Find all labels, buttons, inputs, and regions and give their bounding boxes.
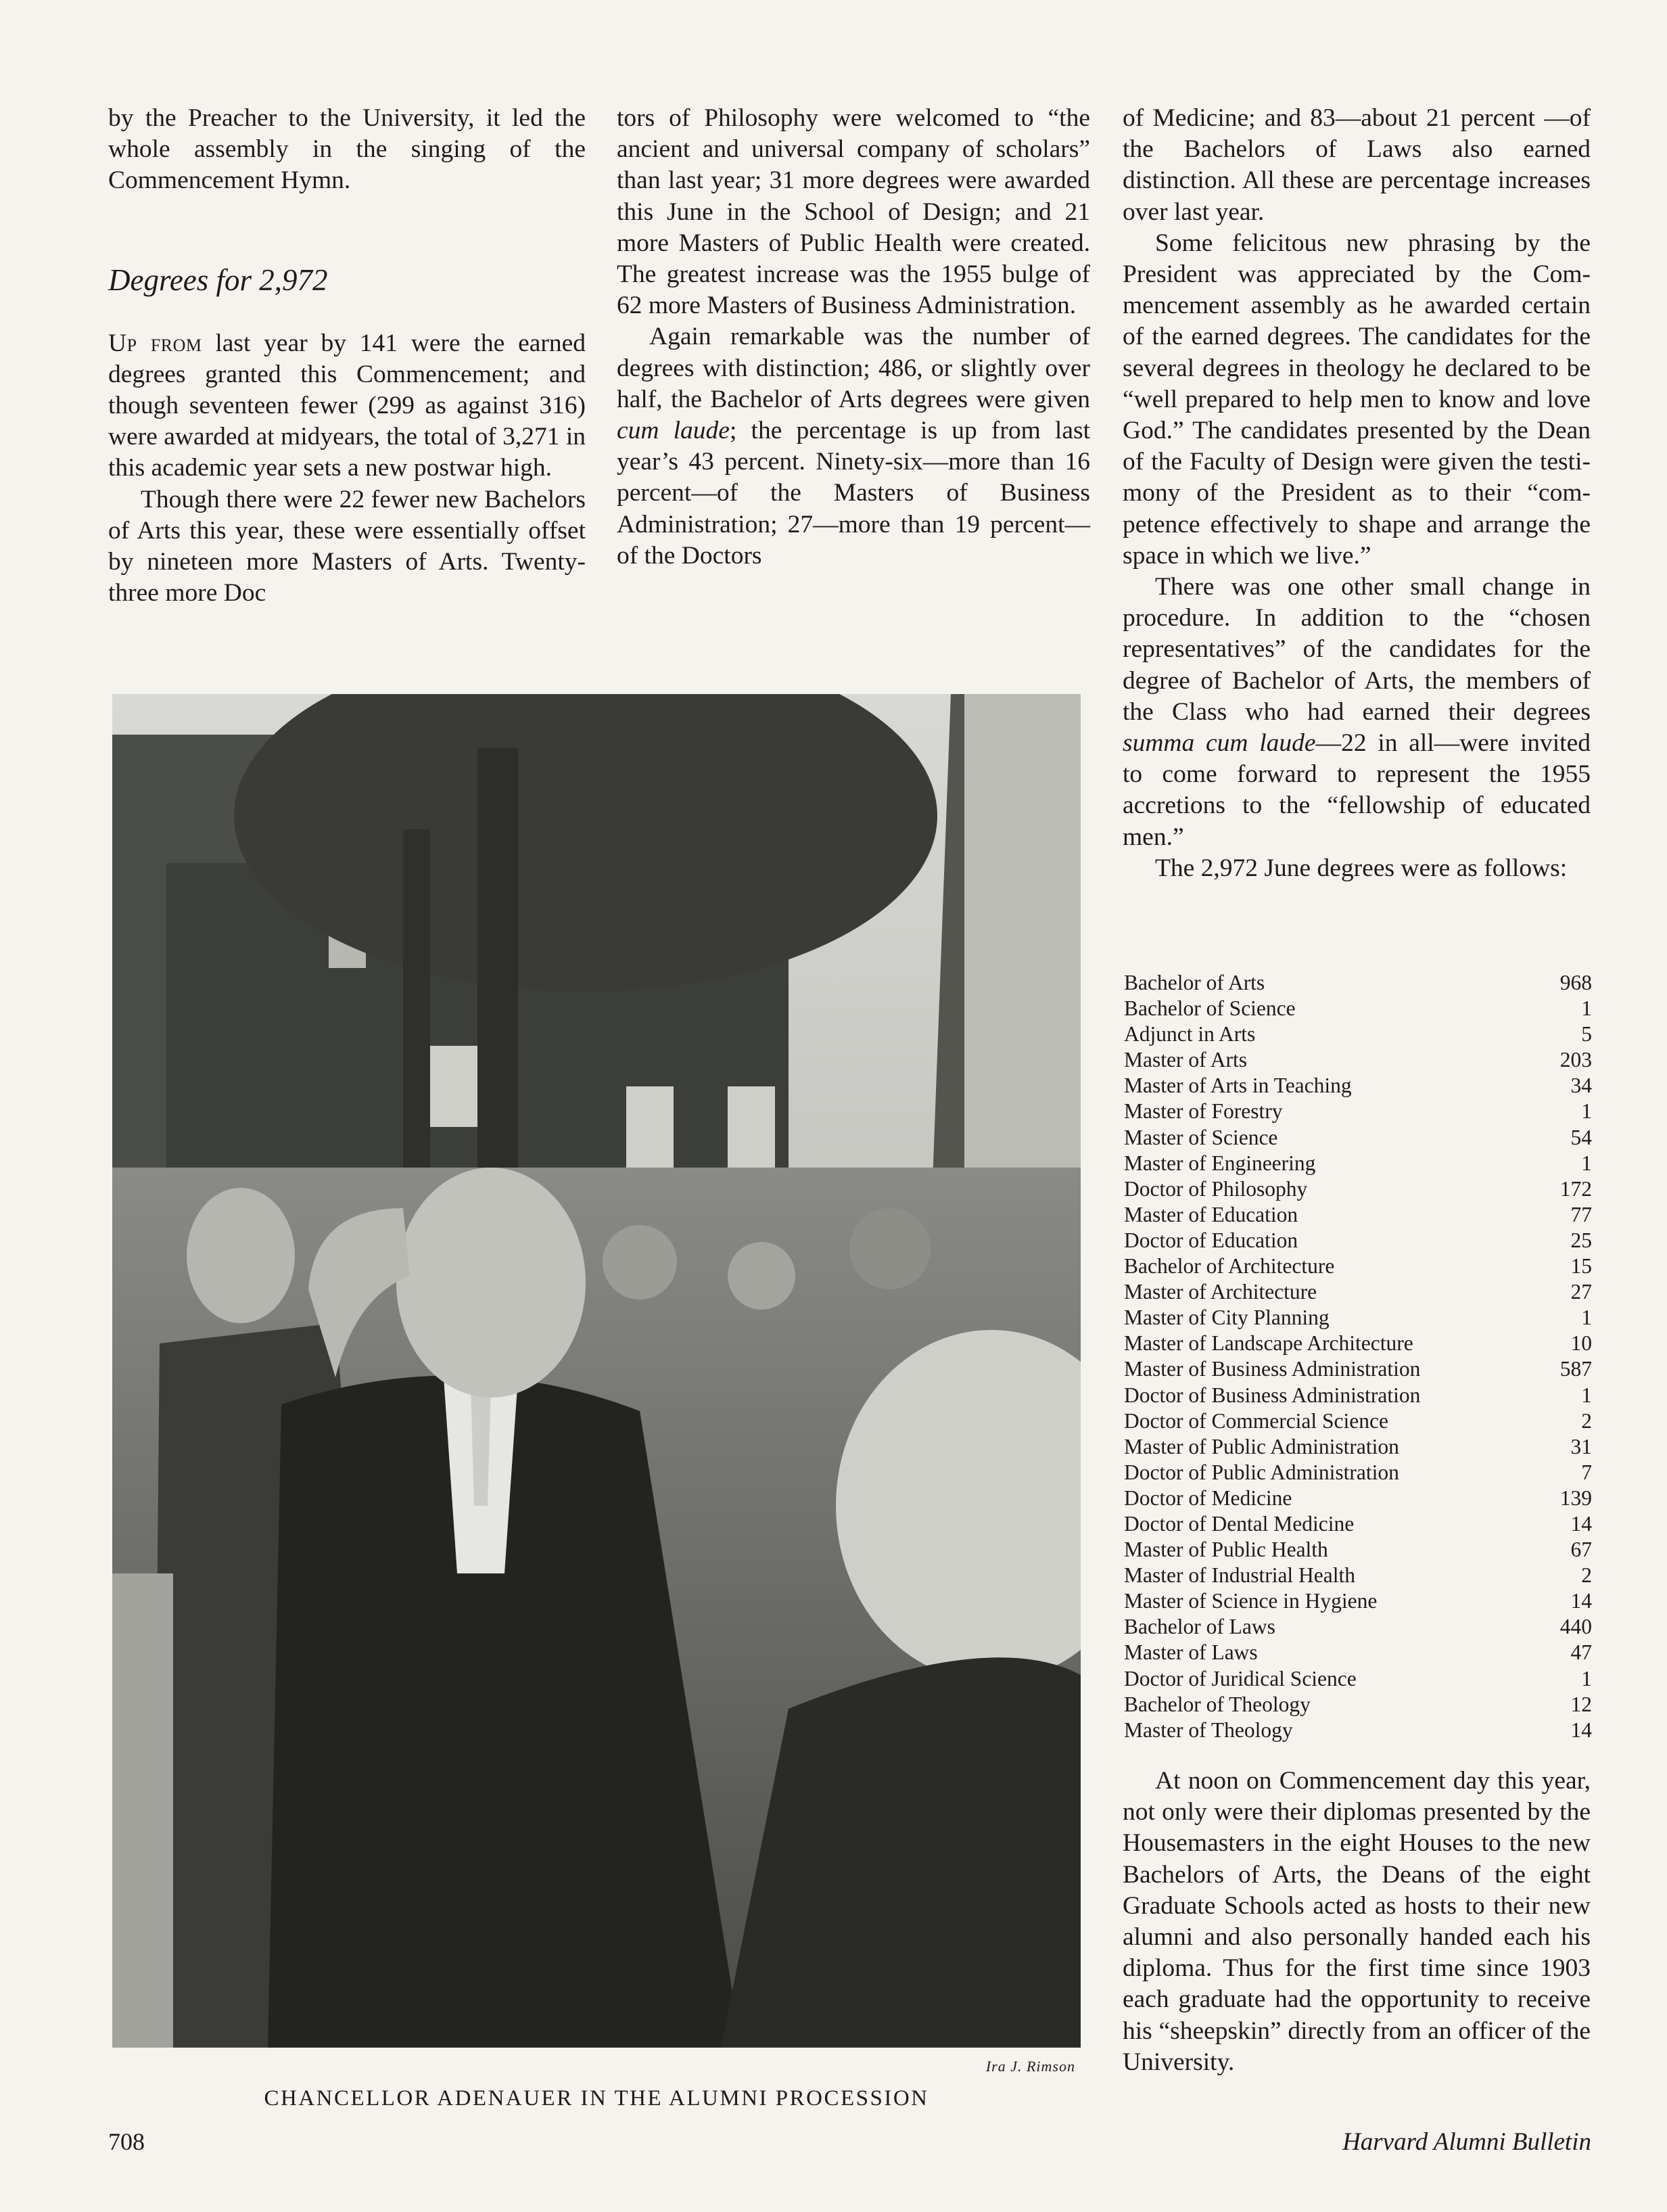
degree-count: 1 [1581, 996, 1592, 1021]
column-3 [1123, 103, 1591, 884]
degree-count: 1 [1581, 1151, 1592, 1175]
degree-name: Master of Arts [1124, 1048, 1247, 1072]
degree-count: 7 [1581, 1460, 1592, 1484]
degree-row [1124, 1021, 1592, 1047]
publication-name: Harvard Alumni Bulletin [1342, 2128, 1591, 2156]
degree-count: 25 [1570, 1228, 1592, 1252]
photo-credit: Ira J. Rimson [985, 2058, 1075, 2075]
degree-count: 54 [1570, 1125, 1592, 1149]
paragraph-text: —22 in all—were invited to come forward to represent the 1955 accretions to the “fellowship of educated men.” [1123, 729, 1591, 851]
degree-row [1124, 1563, 1592, 1588]
small-caps-lead: Up from [108, 329, 202, 357]
paragraph [617, 321, 1090, 572]
degree-row [1124, 1125, 1592, 1151]
degree-row [1124, 1537, 1592, 1563]
degree-row [1124, 1485, 1592, 1511]
degree-count: 139 [1559, 1485, 1592, 1510]
paragraph: by the Preacher to the University, it led the whole assembly in the singing of the Commencement Hymn. [108, 104, 586, 195]
degree-row [1124, 1588, 1592, 1614]
emphasis: summa cum laude [1123, 729, 1316, 758]
paragraph: Though there were 22 fewer new Bachelors of Arts this year, these were essentially offset by nineteen more Masters of Arts. Twenty-three more Doc [108, 485, 586, 607]
column-1 [108, 103, 586, 609]
degree-name: Doctor of Medicine [1124, 1485, 1292, 1510]
degree-name: Doctor of Education [1124, 1228, 1298, 1252]
degree-row [1124, 1356, 1592, 1382]
degree-row [1124, 1151, 1592, 1176]
paragraph [108, 328, 586, 484]
degree-row [1124, 1383, 1592, 1408]
degree-name: Doctor of Philosophy [1124, 1176, 1308, 1201]
degree-name: Master of Public Administration [1124, 1434, 1399, 1458]
degree-name: Master of Public Health [1124, 1538, 1328, 1562]
degree-count: 968 [1559, 971, 1592, 994]
photograph-illustration [112, 694, 1081, 2048]
degree-table [1124, 970, 1592, 1743]
degree-name: Master of Industrial Health [1124, 1563, 1356, 1588]
paragraph [1123, 572, 1591, 853]
degree-count: 1 [1581, 1099, 1592, 1124]
degree-name: Master of Architecture [1124, 1280, 1317, 1304]
degree-count: 47 [1570, 1640, 1592, 1665]
degree-name: Doctor of Public Administration [1124, 1460, 1399, 1484]
degree-count: 14 [1570, 1589, 1592, 1613]
degree-count: 12 [1570, 1692, 1592, 1716]
degree-name: Master of Theology [1124, 1718, 1293, 1742]
degree-row [1124, 1614, 1592, 1640]
section-heading: Degrees for 2,972 [108, 262, 328, 297]
degree-name: Master of Science [1124, 1125, 1278, 1149]
degree-name: Doctor of Business Administration [1124, 1383, 1421, 1407]
degree-name: Bachelor of Architecture [1124, 1254, 1335, 1278]
degree-row [1124, 1176, 1592, 1202]
degree-row [1124, 1305, 1592, 1331]
paragraph: of Medicine; and 83—about 21 percent —of the Bachelors of Laws also earned distinction. All these are percentage increases over last year. [1123, 104, 1591, 226]
degree-count: 1 [1581, 1666, 1592, 1690]
degree-name: Master of Landscape Architecture [1124, 1331, 1413, 1356]
degree-row [1124, 1202, 1592, 1228]
degree-name: Adjunct in Arts [1124, 1022, 1256, 1046]
degree-row [1124, 1253, 1592, 1279]
paragraph: The 2,972 June degrees were as follows: [1155, 854, 1568, 882]
paragraph: tors of Philosophy were welcomed to “the ancient and universal company of scholars” than last year; 31 more degrees were awarded this June in the School of Design; and 21 more Masters of Public Health were created. The greatest increase was the 1955 bulge of 62 more Masters of Business Administration. [617, 104, 1090, 320]
degree-row [1124, 1718, 1592, 1743]
degree-count: 440 [1559, 1615, 1592, 1639]
degree-count: 77 [1570, 1202, 1592, 1226]
degree-count: 1 [1581, 1306, 1592, 1330]
degree-name: Master of Education [1124, 1202, 1298, 1226]
degree-row [1124, 1099, 1592, 1124]
procession-photograph [112, 694, 1081, 2048]
degree-row [1124, 1511, 1592, 1537]
degree-count: 15 [1570, 1254, 1592, 1278]
paragraph-text: last year by 141 were the earned degrees granted this Commencement; and though seventeen fewer (299 as against 316) were awarded at midyears, the total of 3,271 in this academic year sets a new postwar high. [108, 329, 586, 482]
degree-row [1124, 1460, 1592, 1485]
degree-name: Master of Laws [1124, 1640, 1258, 1665]
emphasis: cum laude [617, 417, 730, 445]
degree-count: 67 [1570, 1538, 1592, 1562]
degree-row [1124, 1408, 1592, 1434]
degree-count: 5 [1581, 1022, 1592, 1046]
degree-row [1124, 1331, 1592, 1356]
degree-name: Master of Engineering [1124, 1151, 1316, 1175]
degree-name: Master of Science in Hygiene [1124, 1589, 1378, 1613]
degree-count: 34 [1570, 1074, 1592, 1098]
paragraph-text: Again remarkable was the number of degrees with distinction; 486, or slightly over half, the Bachelor of Arts degrees were given [617, 323, 1090, 413]
degree-name: Doctor of Commercial Science [1124, 1408, 1388, 1433]
degree-count: 14 [1570, 1511, 1592, 1536]
degree-count: 31 [1570, 1434, 1592, 1458]
paragraph: Some felicitous new phrasing by the President was appreciated by the Commencement assembly as he awarded certain of the earned degrees. The candidates for the several degrees in theology he declared to be “well prepared to help men to know and love God.” The candidates presented by the Dean of the Faculty of Design were given the testimony of the President as to their “competence effectively to shape and arrange the space in which we live.” [1123, 229, 1591, 570]
degree-row [1124, 1228, 1592, 1253]
photo-caption: CHANCELLOR ADENAUER IN THE ALUMNI PROCESSION [264, 2086, 929, 2111]
degree-row [1124, 1692, 1592, 1718]
page-number: 708 [108, 2128, 145, 2155]
degree-count: 14 [1570, 1718, 1592, 1742]
degree-name: Bachelor of Theology [1124, 1692, 1311, 1716]
degree-count: 27 [1570, 1280, 1592, 1304]
degree-name: Master of Arts in Teaching [1124, 1074, 1352, 1098]
degree-name: Master of Forestry [1124, 1099, 1283, 1124]
paragraph-text: There was one other small change in procedure. In addition to the “chosen representatives” of the candidates for the degree of Bachelor of Arts, the members of the Class who had earned their degrees [1123, 573, 1591, 726]
degree-row [1124, 1047, 1592, 1073]
degree-count: 2 [1581, 1563, 1592, 1588]
degree-row [1124, 1073, 1592, 1099]
degree-count: 172 [1559, 1176, 1592, 1201]
degree-count: 1 [1581, 1383, 1592, 1407]
paragraph: At noon on Commencement day this year, not only were their diplomas presented by the Housemasters in the eight Houses to the new Bachelors of Arts, the Deans of the eight Graduate Schools acted as hosts to their new alumni and also personally handed each his diploma. Thus for the first time since 1903 each graduate had the opportunity to receive his “sheepskin” directly from an officer of the University. [1123, 1767, 1591, 2076]
degree-count: 2 [1581, 1408, 1592, 1433]
degree-row [1124, 996, 1592, 1021]
degree-count: 203 [1559, 1048, 1592, 1072]
degree-name: Doctor of Dental Medicine [1124, 1511, 1355, 1536]
degree-row [1124, 1434, 1592, 1460]
degree-row [1124, 1640, 1592, 1665]
degree-name: Bachelor of Arts [1124, 971, 1265, 994]
degree-name: Bachelor of Science [1124, 996, 1296, 1021]
degree-row [1124, 970, 1592, 996]
degree-name: Doctor of Juridical Science [1124, 1666, 1357, 1690]
degree-name: Bachelor of Laws [1124, 1615, 1275, 1639]
degree-row [1124, 1666, 1592, 1692]
column-2 [617, 103, 1090, 572]
degree-name: Master of Business Administration [1124, 1357, 1421, 1381]
degree-name: Master of City Planning [1124, 1306, 1330, 1330]
degree-row [1124, 1279, 1592, 1305]
degree-count: 10 [1570, 1331, 1592, 1356]
column-3-continued [1123, 1766, 1591, 2078]
degree-count: 587 [1559, 1357, 1592, 1381]
paragraph-text: ; the percentage is up from last year’s 43 percent. Ninety-six—more than 16 percent—of the Masters of Business Administration; 27—more than 19 percent—of the Doctors [617, 417, 1090, 570]
